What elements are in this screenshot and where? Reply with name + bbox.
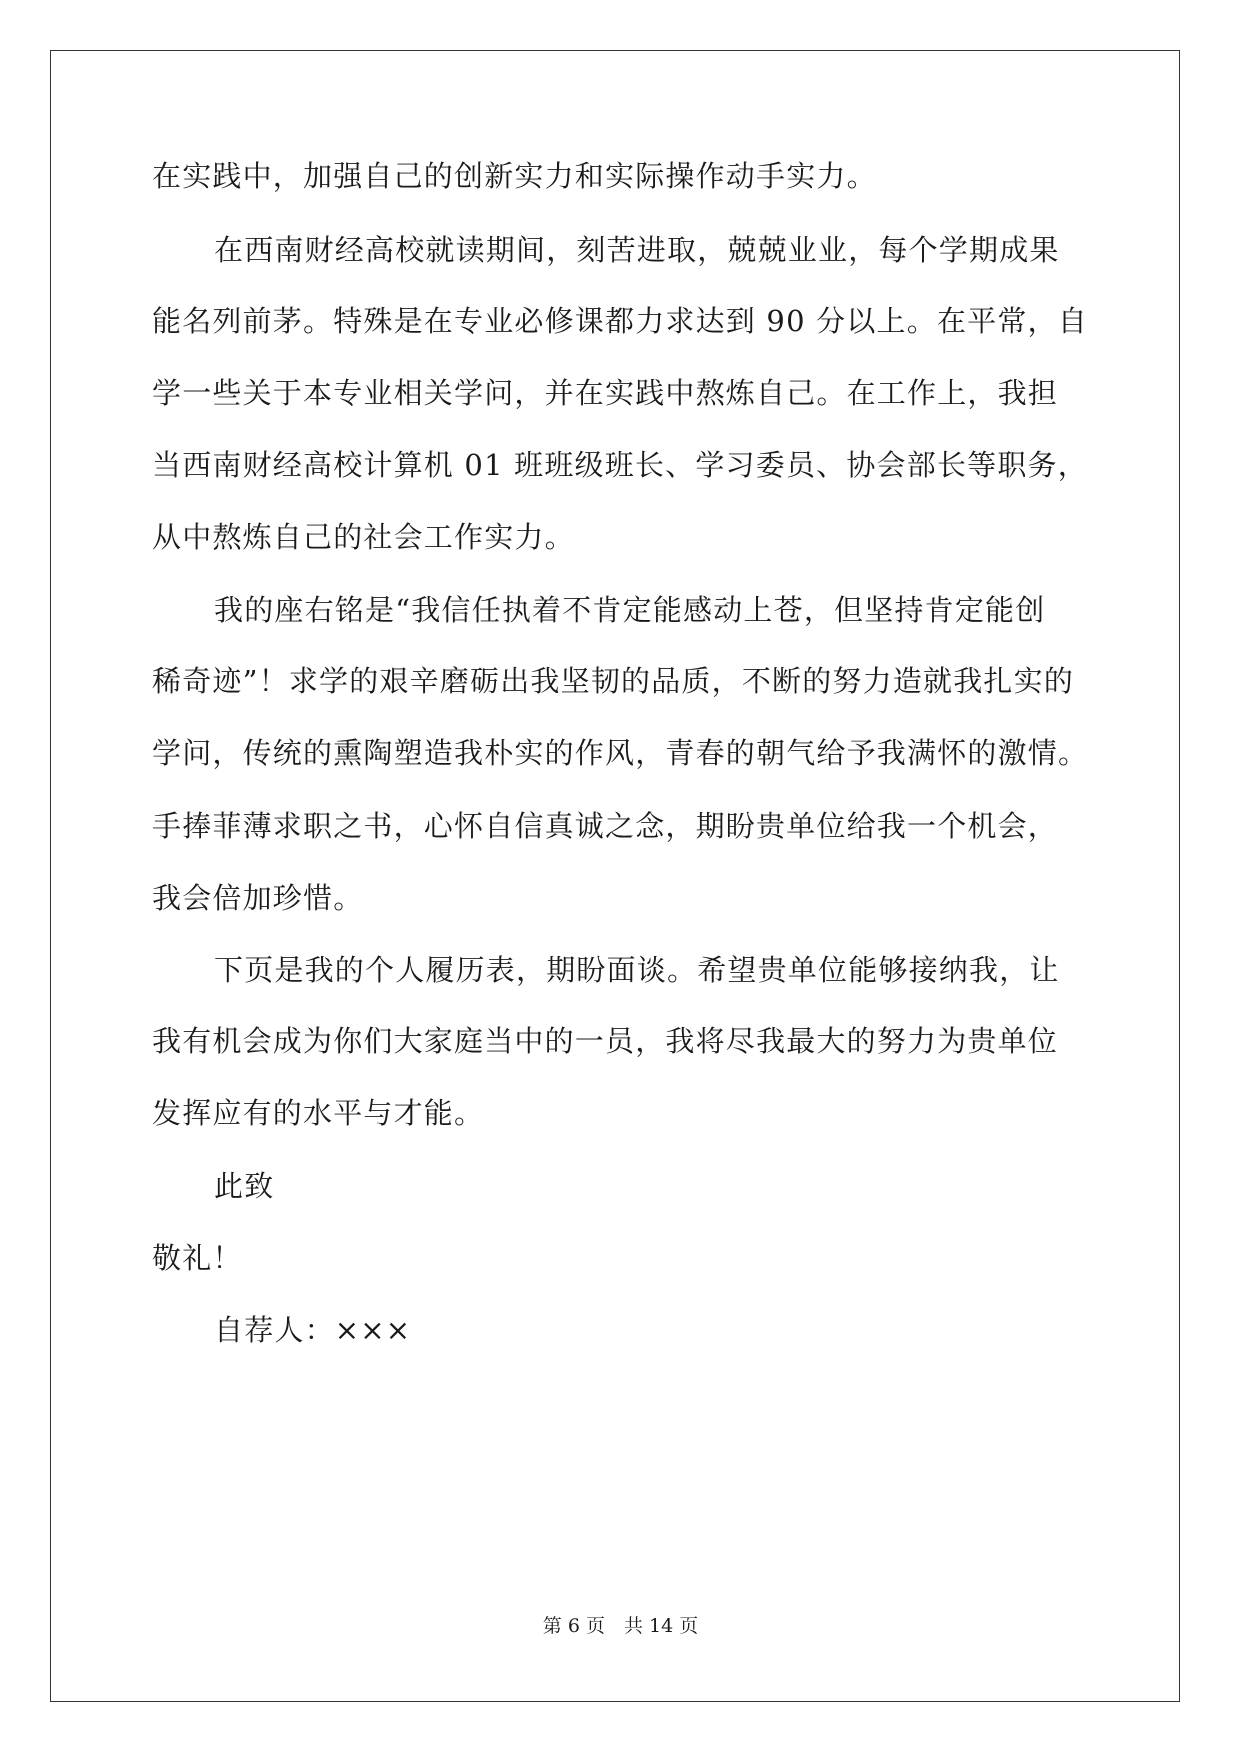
text-line: 学问，传统的熏陶塑造我朴实的作风，青春的朝气给予我满怀的激情。 [152, 736, 1089, 770]
closing-line: 敬礼！ [152, 1241, 243, 1275]
text-line: 能名列前茅。特殊是在专业必修课都力求达到 90 分以上。在平常，自 [152, 304, 1088, 338]
text-line: 稀奇迹”！求学的艰辛磨砺出我坚韧的品质，不断的努力造就我扎实的 [152, 664, 1075, 698]
text-line: 手捧菲薄求职之书，心怀自信真诚之念，期盼贵单位给我一个机会， [152, 809, 1059, 843]
text-line: 下页是我的个人履历表，期盼面谈。希望贵单位能够接纳我，让 [214, 953, 1060, 987]
page-border [50, 50, 1180, 1702]
text-line: 学一些关于本专业相关学问，并在实践中熬炼自己。在工作上，我担 [152, 376, 1059, 410]
text-line: 在西南财经高校就读期间，刻苦进取，兢兢业业，每个学期成果 [214, 233, 1060, 267]
text-line: 在实践中，加强自己的创新实力和实际操作动手实力。 [152, 159, 877, 193]
signature-line: 自荐人：××× [214, 1313, 412, 1347]
text-line: 我会倍加珍惜。 [152, 881, 364, 915]
text-line: 我的座右铭是“我信任执着不肯定能感动上苍，但坚持肯定能创 [214, 593, 1046, 627]
text-line: 当西南财经高校计算机 01 班班级班长、学习委员、协会部长等职务， [152, 448, 1088, 482]
text-line: 发挥应有的水平与才能。 [152, 1096, 485, 1130]
text-line: 从中熬炼自己的社会工作实力。 [152, 520, 575, 554]
salutation-line: 此致 [214, 1169, 275, 1203]
text-line: 我有机会成为你们大家庭当中的一员，我将尽我最大的努力为贵单位 [152, 1024, 1059, 1058]
page-number: 第 6 页 共 14 页 [542, 1615, 699, 1637]
